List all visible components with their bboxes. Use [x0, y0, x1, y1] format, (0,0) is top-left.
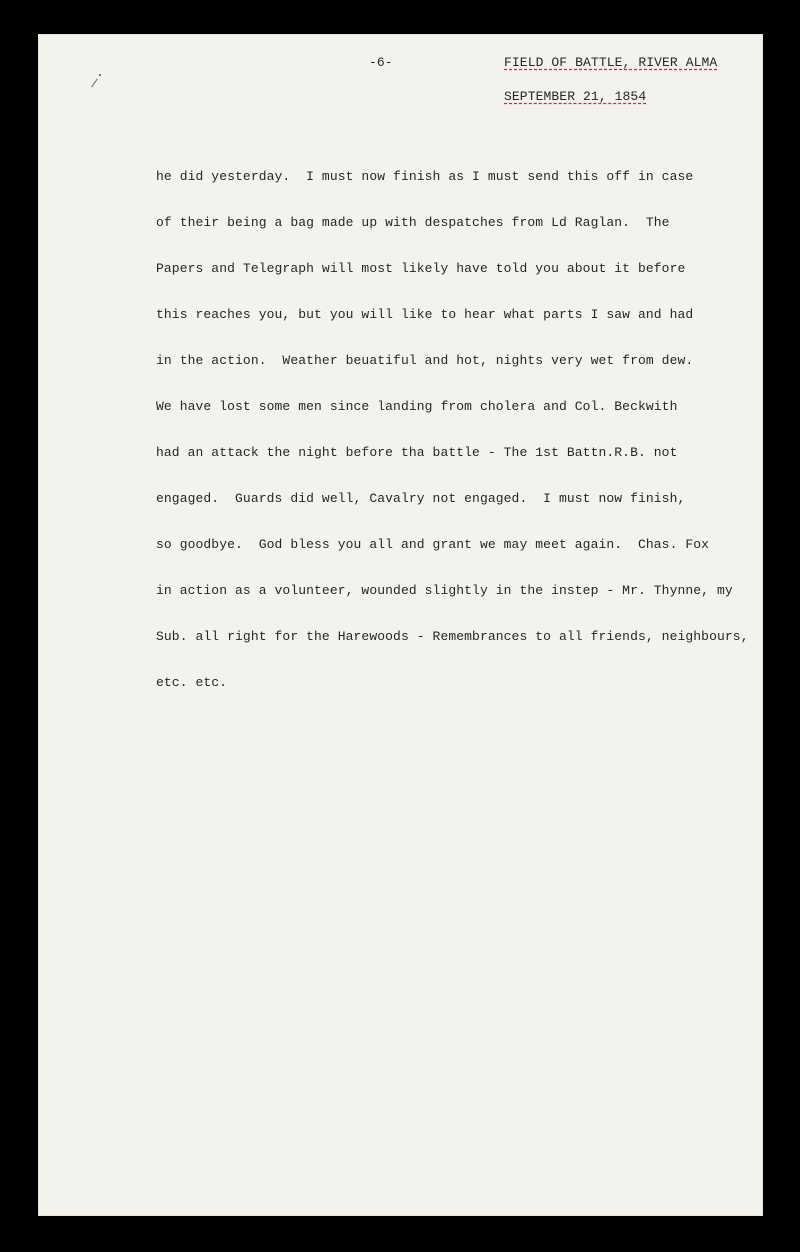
body-line: etc. etc. [156, 675, 228, 690]
heading-date: SEPTEMBER 21, 1854 [504, 89, 647, 104]
body-line: engaged. Guards did well, Cavalry not engaged. I must now finish, [156, 491, 686, 506]
letter-body [156, 168, 756, 720]
margin-dot-mark [99, 74, 101, 76]
page-number: -6- [369, 55, 393, 70]
document-page [38, 34, 763, 1216]
body-line: We have lost some men since landing from cholera and Col. Beckwith [156, 399, 678, 414]
body-line: in action as a volunteer, wounded slightly in the instep - Mr. Thynne, my [156, 583, 733, 598]
body-line: of their being a bag made up with despatches from Ld Raglan. The [156, 215, 670, 230]
body-line: this reaches you, but you will like to hear what parts I saw and had [156, 307, 694, 322]
heading-place: FIELD OF BATTLE, RIVER ALMA [504, 55, 718, 70]
body-line: Papers and Telegraph will most likely have told you about it before [156, 261, 686, 276]
margin-pencil-mark [91, 79, 98, 88]
body-line: Sub. all right for the Harewoods - Remembrances to all friends, neighbours, [156, 629, 749, 644]
body-line: so goodbye. God bless you all and grant we may meet again. Chas. Fox [156, 537, 710, 552]
body-line: had an attack the night before tha battle - The 1st Battn.R.B. not [156, 445, 678, 460]
body-line: he did yesterday. I must now finish as I must send this off in case [156, 169, 694, 184]
body-line: in the action. Weather beuatiful and hot, nights very wet from dew. [156, 353, 694, 368]
